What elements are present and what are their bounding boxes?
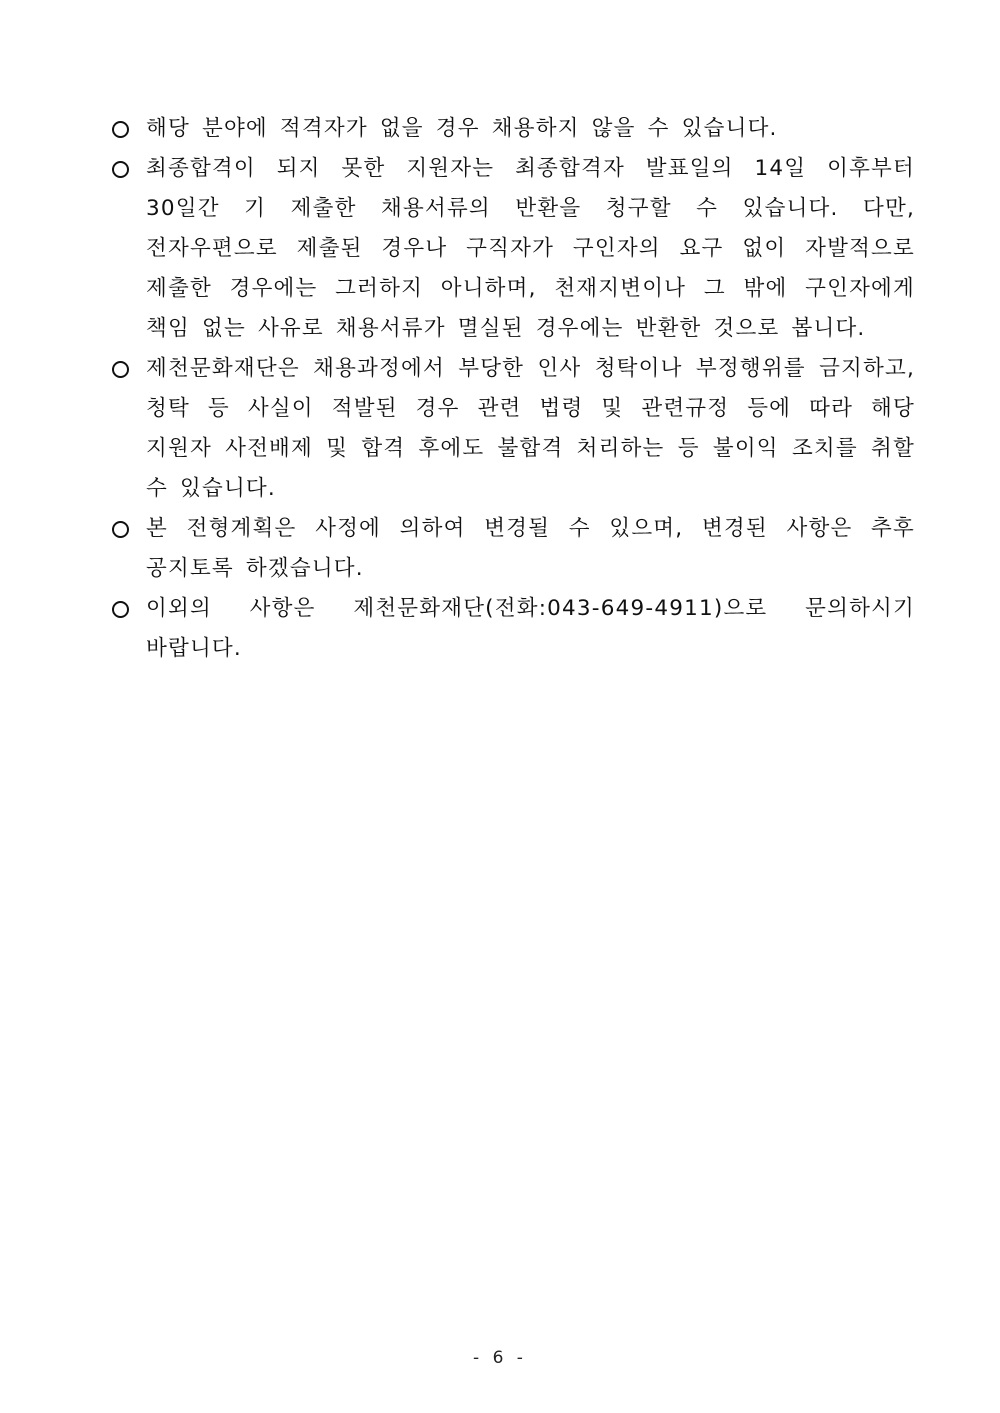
notice-item-solicitation-ban xyxy=(110,349,915,509)
circle-bullet-icon xyxy=(110,589,146,629)
circle-bullet-icon xyxy=(110,349,146,389)
notice-text: 최종합격이 되지 못한 지원자는 최종합격자 발표일의 14일 이후부터 30일간 기 제출한 채용서류의 반환을 청구할 수 있습니다. 다만, 전자우편으로 제출된 경우나 구직자가 구인자의 요구 없이 자발적으로 제출한 경우에는 그러하지 아니하며, 천재지변이나 그 밖에 구인자에게 책임 없는 사유로 채용서류가 멸실된 경우에는 반환한 것으로 봅니다. xyxy=(146,156,915,341)
notice-text: 해당 분야에 적격자가 없을 경우 채용하지 않을 수 있습니다. xyxy=(146,116,778,141)
notice-text: 본 전형계획은 사정에 의하여 변경될 수 있으며, 변경된 사항은 추후 공지토록 하겠습니다. xyxy=(146,516,915,581)
circle-bullet-icon xyxy=(110,509,146,549)
notice-item-contact xyxy=(110,589,915,669)
notice-list xyxy=(110,109,915,669)
circle-bullet-icon xyxy=(110,109,146,149)
notice-item-plan-change xyxy=(110,509,915,589)
notice-item-document-return xyxy=(110,149,915,349)
page-number: - 6 - xyxy=(473,1348,527,1368)
notice-text: 제천문화재단은 채용과정에서 부당한 인사 청탁이나 부정행위를 금지하고, 청탁 등 사실이 적발된 경우 관련 법령 및 관련규정 등에 따라 해당 지원자 사전배제 및 합격 후에도 불합격 처리하는 등 불이익 조치를 취할 수 있습니다. xyxy=(146,356,915,501)
circle-bullet-icon xyxy=(110,149,146,189)
notice-text: 이외의 사항은 제천문화재단(전화:043-649-4911)으로 문의하시기 바랍니다. xyxy=(146,596,915,661)
notice-item-no-qualified xyxy=(110,109,915,149)
